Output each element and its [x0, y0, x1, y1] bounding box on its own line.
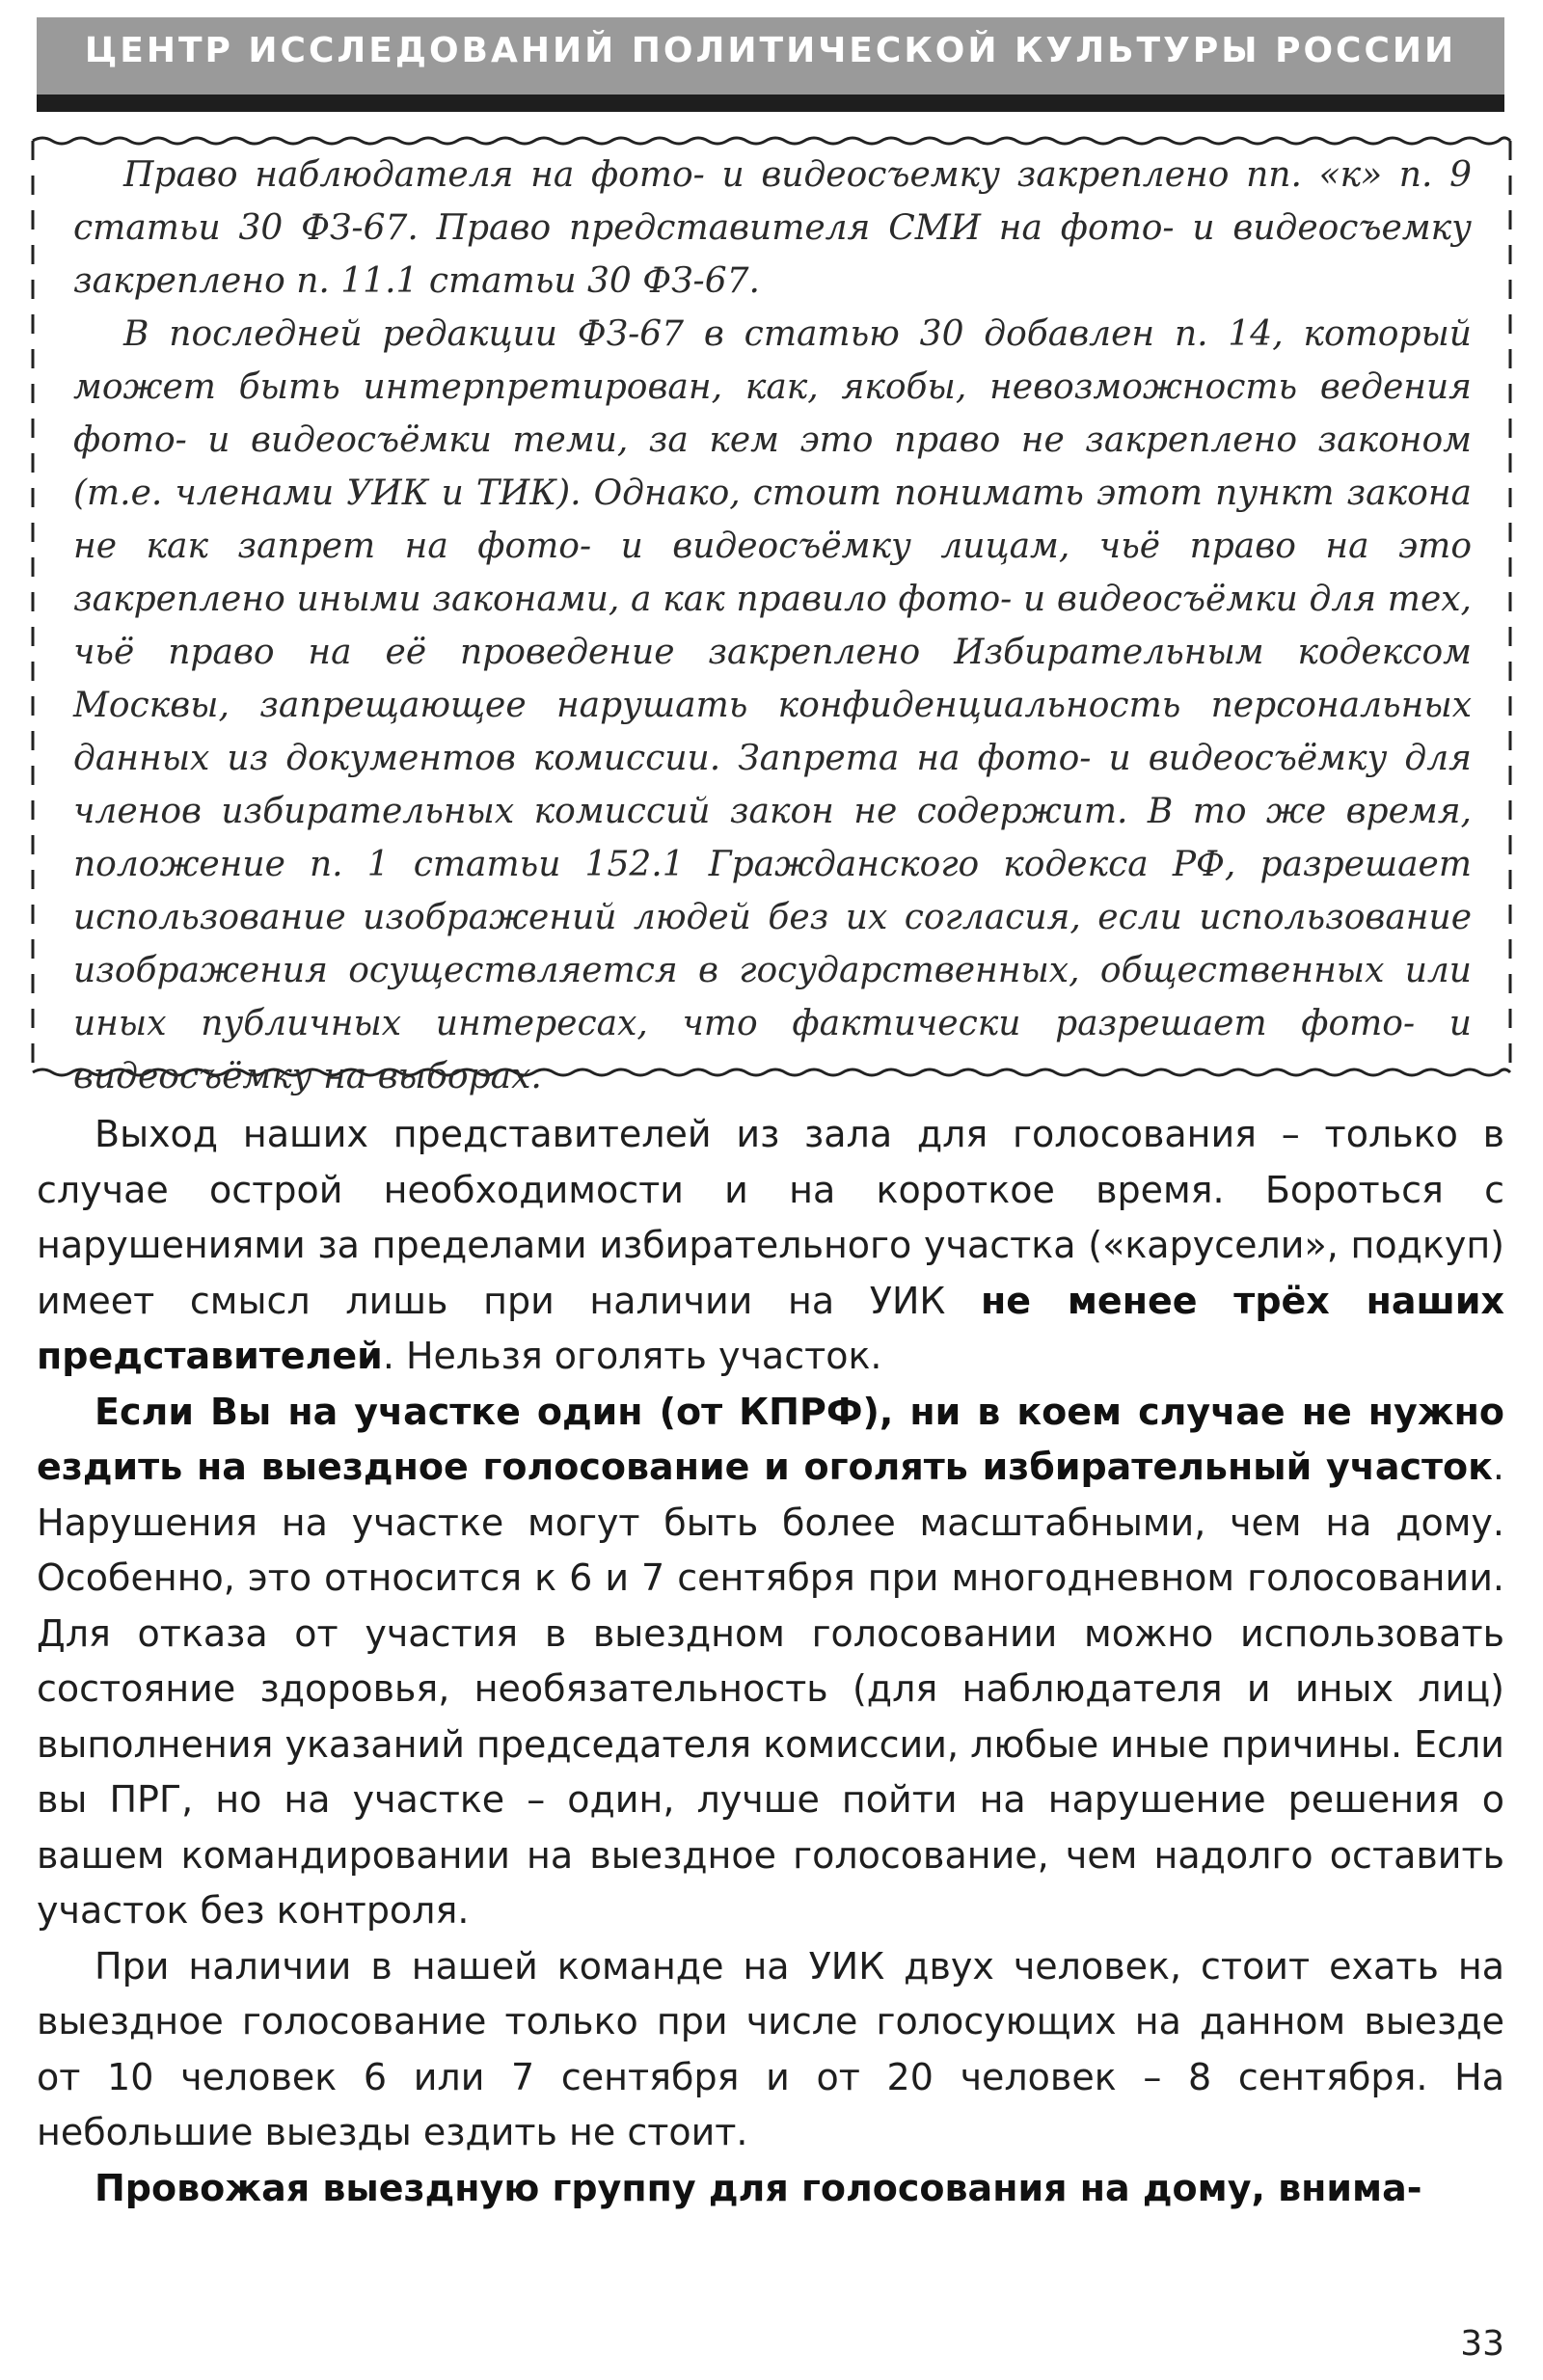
body-paragraph: [37, 1385, 1504, 1939]
text-run: При наличии в нашей команде на УИК двух человек, стоит ехать на выездное голосование только при числе голосующих на данном выезде от 10 человек 6 или 7 сентября и от 20 человек – 8 сентября. На небольшие выезды ездить не стоит.: [37, 1944, 1504, 2153]
text-run: Выход наших представителей из зала для голосования – только в случае острой необходимости и на короткое время. Бороться с нарушениями за пределами избирательного участка («карусели», подкуп) имеет смысл лишь при наличии на УИК: [37, 1113, 1504, 1322]
header-title: ЦЕНТР ИССЛЕДОВАНИЙ ПОЛИТИЧЕСКОЙ КУЛЬТУРЫ РОССИИ: [84, 31, 1457, 70]
bold-run: Если Вы на участке один (от КПРФ), ни в коем случае не нужно ездить на выездное голосование и оголять избирательный участок: [37, 1390, 1504, 1488]
header-rule: [37, 95, 1504, 112]
text-run: . Нельзя оголять участок.: [382, 1335, 882, 1377]
body-paragraph: [37, 1107, 1504, 1385]
bold-run: не менее трёх наших представителей: [37, 1279, 1504, 1377]
body-paragraph: [37, 1939, 1504, 2161]
text-run: . Нарушения на участке могут быть более масштабными, чем на дому. Особенно, это относится к 6 и 7 сентября при многодневном голосовании. Для отказа от участия в выездном голосовании можно использовать состояние здоровья, необязательность (для наблюдателя и иных лиц) выполнения указаний председателя комиссии, любые иные причины. Если вы ПРГ, но на участке – один, лучше пойти на нарушение решения о вашем командировании на выездное голосование, чем надолго оставить участок без контроля.: [37, 1446, 1504, 1932]
body-text: [37, 1107, 1504, 2216]
note-text: [73, 149, 1472, 1103]
note-paragraph: Право наблюдателя на фото- и видеосъемку закреплено пп. «к» п. 9 статьи 30 ФЗ-67. Право представителя СМИ на фото- и видеосъемку закреплено п. 11.1 статьи 30 ФЗ-67.: [73, 155, 1472, 301]
bold-run: Провожая выездную группу для голосования на дому, внима-: [95, 2166, 1422, 2209]
body-paragraph: [37, 2161, 1504, 2217]
note-paragraph: В последней редакции ФЗ-67 в статью 30 добавлен п. 14, который может быть интерпретирован, как, якобы, невозможность ведения фото- и видеосъёмки теми, за кем это право не закреплено законом (т.е. членами УИК и ТИК). Однако, стоит понимать этот пункт закона не как запрет на фото- и видеосъёмку лицам, чьё право на это закреплено иными законами, а как правило фото- и видеосъёмки для тех, чьё право на её проведение закреплено Избирательным кодексом Москвы, запрещающее нарушать конфиденциальность персональных данных из документов комиссии. Запрета на фото- и видеосъёмку для членов избирательных комиссий закон не содержит. В то же время, положение п. 1 статьи 152.1 Гражданского кодекса РФ, разрешает использование изображений людей без их согласия, если использование изображения осуществляется в государственных, общественных или иных публичных интересах, что фактически разрешает фото- и видеосъёмку на выборах.: [73, 314, 1472, 1096]
note-box: [29, 129, 1514, 1096]
page-number: 33: [1460, 2324, 1504, 2364]
page-header: [37, 17, 1504, 95]
